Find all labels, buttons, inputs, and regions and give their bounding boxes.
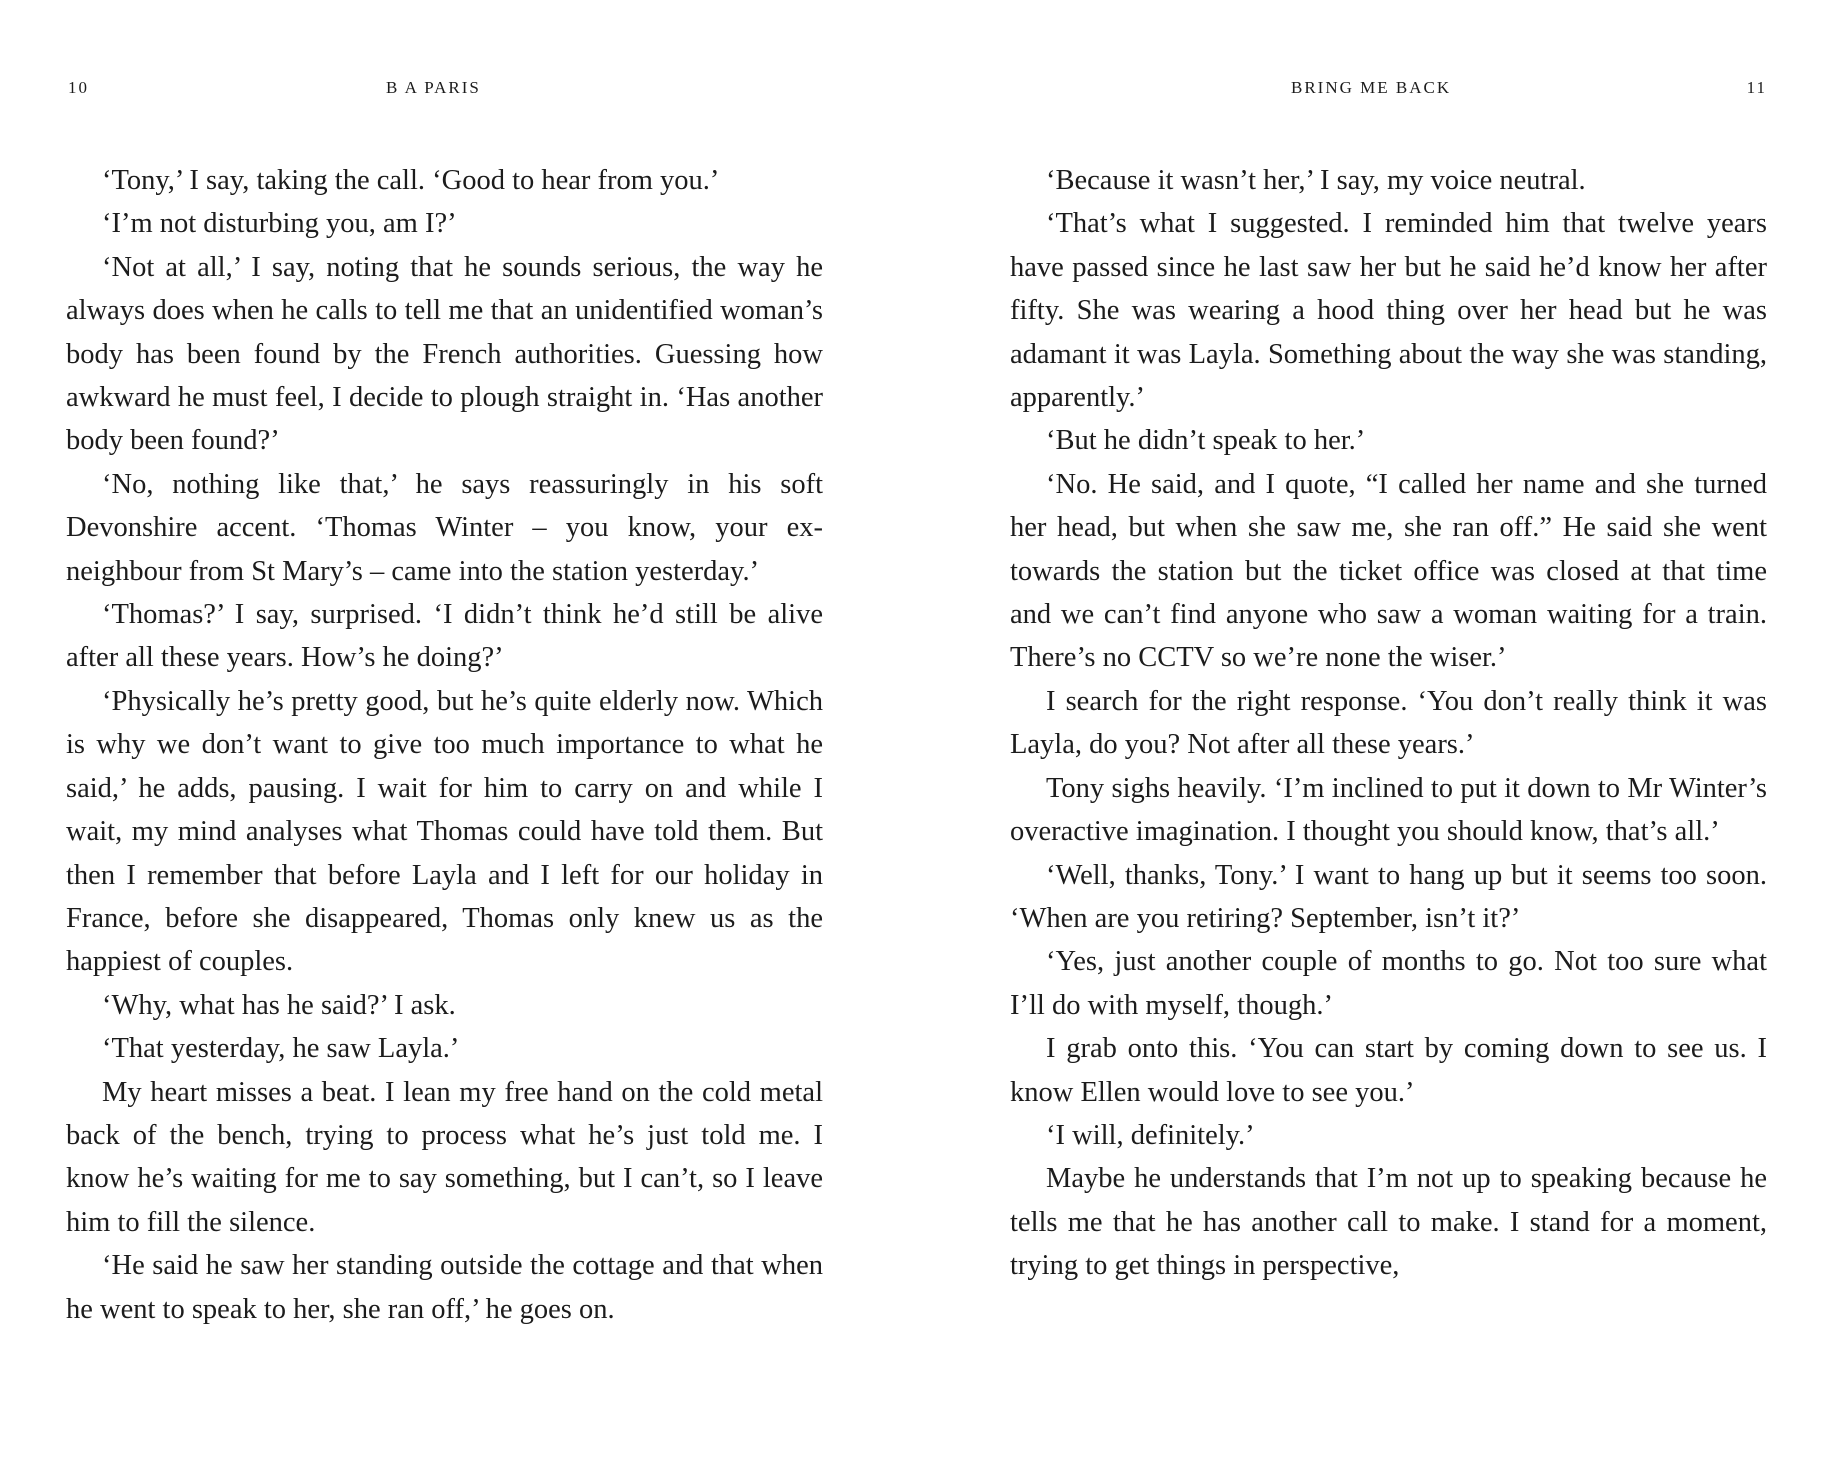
- paragraph: ‘No, nothing like that,’ he says reassuringly in his soft Devonshire accent. ‘Thomas Winter – you know, your ex-neighbour from St Mary’s – came into the station yesterday.’: [66, 468, 823, 587]
- paragraph: ‘Why, what has he said?’ I ask.: [102, 989, 456, 1021]
- paragraph: ‘Because it wasn’t her,’ I say, my voice neutral.: [1046, 165, 1586, 196]
- paragraph: ‘Well, thanks, Tony.’ I want to hang up but it seems too soon. ‘When are you retiring? September, isn’t it?’: [1010, 859, 1767, 934]
- right-page-text: [1010, 159, 1767, 1288]
- left-page-text: [66, 159, 823, 1331]
- paragraph: Tony sighs heavily. ‘I’m inclined to put it down to Mr Winter’s overactive imagination. I thought you should know, that’s all.’: [1010, 772, 1767, 848]
- paragraph: ‘Tony,’ I say, taking the call. ‘Good to hear from you.’: [102, 165, 720, 196]
- page-number-right: 11: [1746, 78, 1767, 97]
- left-running-head: [66, 76, 823, 100]
- paragraph: ‘Not at all,’ I say, noting that he sounds serious, the way he always does when he calls to tell me that an unidentified woman’s body has been found by the French authorities. Guessing how awkward he must feel, I decide to plough straight in. ‘Has another body been found?’: [66, 251, 823, 457]
- paragraph: ‘Yes, just another couple of months to go. Not too sure what I’ll do with myself, though.’: [1010, 946, 1767, 1021]
- page-number-left: 10: [68, 78, 89, 97]
- paragraph: My heart misses a beat. I lean my free hand on the cold metal back of the bench, trying to process what he’s just told me. I know he’s waiting for me to say something, but I can’t, so I leave him to fill the silence.: [66, 1076, 823, 1238]
- paragraph: ‘I’m not disturbing you, am I?’: [102, 208, 457, 240]
- paragraph: ‘I will, definitely.’: [1046, 1119, 1255, 1151]
- right-page: [1010, 0, 1767, 1474]
- paragraph: ‘That’s what I suggested. I reminded him that twelve years have passed since he last saw her but he said he’d know her after fifty. She was wearing a hood thing over her head but he was adamant it was Layla. Something about the way she was standing, apparently.’: [1010, 208, 1767, 414]
- paragraph: I search for the right response. ‘You don’t really think it was Layla, do you? Not after all these years.’: [1010, 685, 1767, 761]
- right-running-head: [1010, 76, 1767, 100]
- paragraph: ‘Thomas?’ I say, surprised. ‘I didn’t think he’d still be alive after all these years. How’s he doing?’: [66, 599, 823, 674]
- paragraph: ‘Physically he’s pretty good, but he’s quite elderly now. Which is why we don’t want to give too much importance to what he said,’ he adds, pausing. I wait for him to carry on and while I wait, my mind analyses what Thomas could have told them. But then I remember that before Layla and I left for our holiday in France, before she disappeared, Thomas only knew us as the happiest of couples.: [66, 685, 823, 978]
- paragraph: ‘But he didn’t speak to her.’: [1046, 425, 1366, 457]
- left-page: [66, 0, 823, 1474]
- author-running-head: B A PARIS: [386, 78, 481, 97]
- paragraph: ‘He said he saw her standing outside the cottage and that when he went to speak to her, she ran off,’ he goes on.: [66, 1250, 823, 1325]
- book-title-running-head: BRING ME BACK: [1291, 78, 1452, 97]
- paragraph: I grab onto this. ‘You can start by coming down to see us. I know Ellen would love to see you.’: [1010, 1033, 1767, 1108]
- paragraph: ‘No. He said, and I quote, “I called her name and she turned her head, but when she saw me, she ran off.” He said she went towards the station but the ticket office was closed at that time and we can’t find anyone who saw a woman waiting for a train. There’s no CCTV so we’re none the wiser.’: [1010, 468, 1767, 674]
- paragraph: Maybe he understands that I’m not up to speaking because he tells me that he has another call to make. I stand for a moment, trying to get things in perspective,: [1010, 1163, 1767, 1282]
- paragraph: ‘That yesterday, he saw Layla.’: [102, 1033, 460, 1065]
